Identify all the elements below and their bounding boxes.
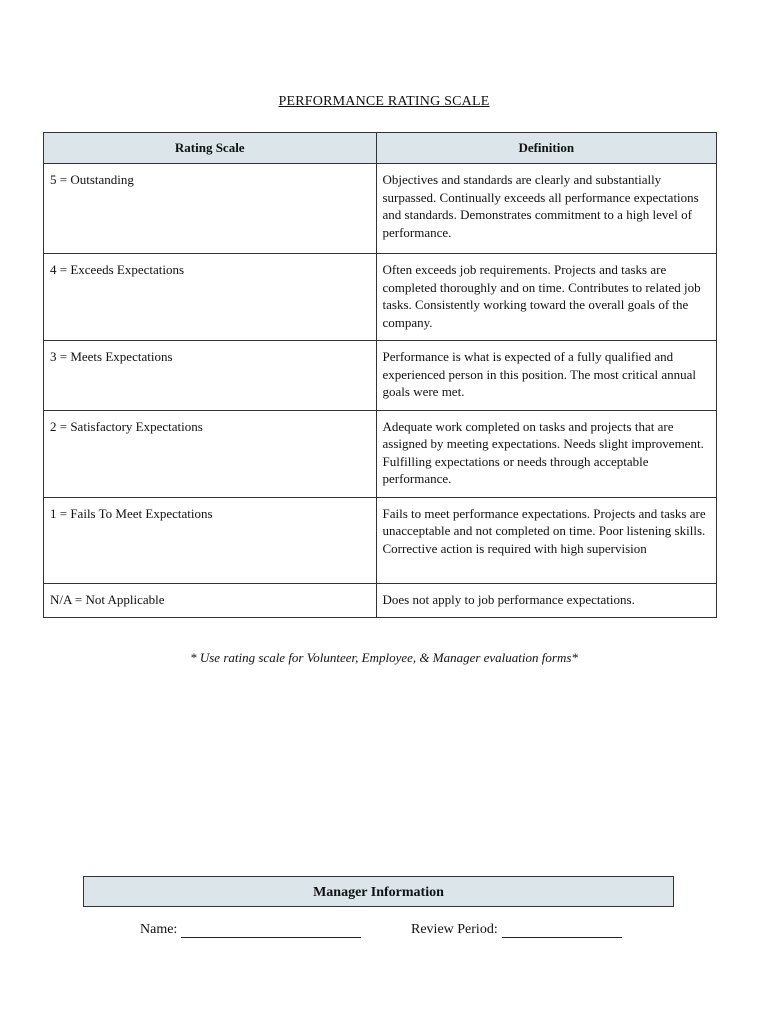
definition-cell: Adequate work completed on tasks and projects that are assigned by meeting expectations. Needs slight improvement. Fulfilling expectations or needs through acceptable performance.: [376, 410, 717, 497]
rating-scale-table: [43, 132, 717, 618]
rating-scale-cell: 4 = Exceeds Expectations: [44, 254, 377, 341]
table-header-row: [44, 133, 717, 164]
definition-cell: Performance is what is expected of a fully qualified and experienced person in this position. The most critical annual goals were met.: [376, 341, 717, 411]
table-row: [44, 583, 717, 618]
review-period-field: [411, 922, 622, 938]
page-title: PERFORMANCE RATING SCALE: [278, 94, 490, 109]
rating-scale-cell: 2 = Satisfactory Expectations: [44, 410, 377, 497]
definition-cell: Objectives and standards are clearly and substantially surpassed. Continually exceeds all performance expectations and standards. Demonstrates commitment to a high level of performance.: [376, 164, 717, 254]
rating-scale-cell: 5 = Outstanding: [44, 164, 377, 254]
table-row: [44, 341, 717, 411]
manager-information-header: Manager Information: [313, 885, 444, 900]
table-row: [44, 410, 717, 497]
table-row: [44, 164, 717, 254]
definition-cell: Often exceeds job requirements. Projects and tasks are completed thoroughly and on time. Contributes to related job tasks. Consistently working toward the overall goals of the company.: [376, 254, 717, 341]
name-field: [140, 922, 361, 938]
name-input-line[interactable]: [181, 922, 361, 938]
rating-scale-cell: 1 = Fails To Meet Expectations: [44, 497, 377, 583]
rating-scale-cell: N/A = Not Applicable: [44, 583, 377, 618]
definition-cell: Does not apply to job performance expectations.: [376, 583, 717, 618]
usage-note: * Use rating scale for Volunteer, Employee, & Manager evaluation forms*: [190, 650, 578, 665]
definition-cell: Fails to meet performance expectations. Projects and tasks are unacceptable and not completed on time. Poor listening skills. Corrective action is required with high supervision: [376, 497, 717, 583]
name-label: Name:: [140, 922, 178, 937]
table-row: [44, 254, 717, 341]
manager-information-box: [83, 876, 674, 907]
review-period-input-line[interactable]: [502, 922, 622, 938]
review-period-label: Review Period:: [411, 922, 498, 937]
table-row: [44, 497, 717, 583]
rating-scale-header: Rating Scale: [44, 133, 377, 164]
definition-header: Definition: [376, 133, 717, 164]
rating-scale-cell: 3 = Meets Expectations: [44, 341, 377, 411]
